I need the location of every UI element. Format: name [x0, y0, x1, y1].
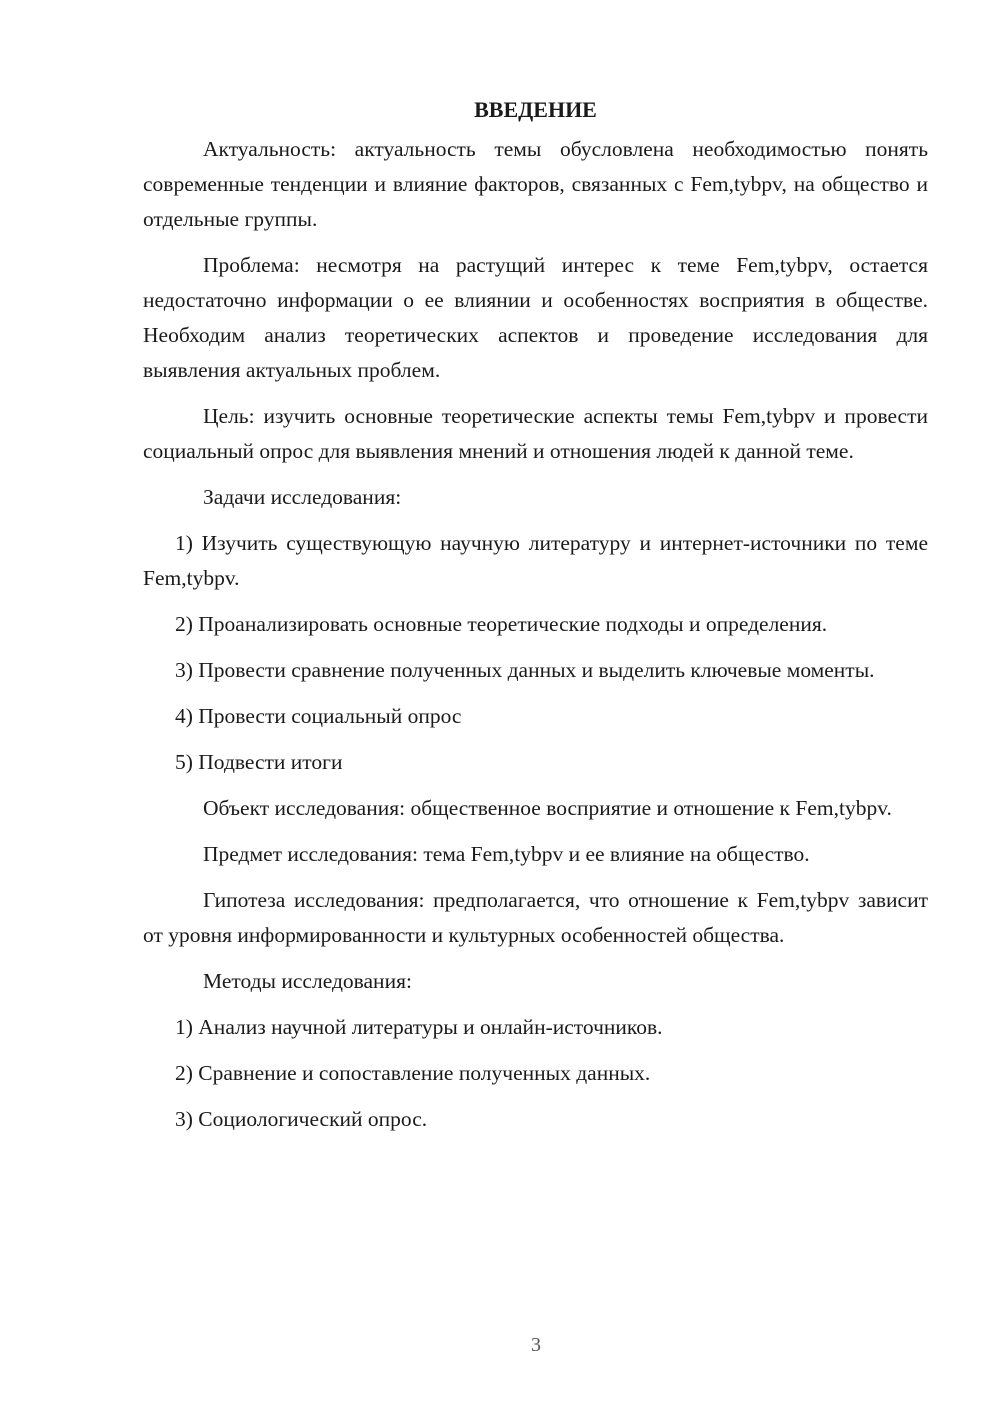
task-item-2: 2) Проанализировать основные теоретические подходы и определения. [175, 612, 828, 636]
subject-paragraph: Предмет исследования: тема Fem,tybpv и ее влияние на общество. [203, 842, 810, 866]
methods-heading: Методы исследования: [203, 969, 412, 993]
object-paragraph: Объект исследования: общественное восприятие и отношение к Fem,tybpv. [203, 796, 892, 820]
method-item-2: 2) Сравнение и сопоставление полученных данных. [175, 1061, 651, 1085]
document-page [143, 92, 928, 1148]
task-item-3: 3) Провести сравнение полученных данных и выделить ключевые моменты. [175, 658, 875, 682]
page-title: ВВЕДЕНИЕ [474, 97, 597, 122]
method-item-3: 3) Социологический опрос. [175, 1107, 428, 1131]
tasks-heading: Задачи исследования: [203, 485, 402, 509]
task-item-5: 5) Подвести итоги [175, 750, 343, 774]
hypothesis-paragraph: Гипотеза исследования: предполагается, что отношение к Fem,tybpv зависит от уровня информированности и культурных особенностей общества. [143, 888, 928, 947]
goal-paragraph: Цель: изучить основные теоретические аспекты темы Fem,tybpv и провести социальный опрос для выявления мнений и отношения людей к данной теме. [143, 404, 928, 463]
relevance-paragraph: Актуальность: актуальность темы обусловлена необходимостью понять современные тенденции и влияние факторов, связанных с Fem,tybpv, на общество и отдельные группы. [143, 137, 928, 231]
method-item-1: 1) Анализ научной литературы и онлайн-источников. [175, 1015, 663, 1039]
page-number: 3 [531, 1334, 541, 1356]
task-item-4: 4) Провести социальный опрос [175, 704, 462, 728]
task-item-1: 1) Изучить существующую научную литературу и интернет-источники по теме Fem,tybpv. [143, 531, 928, 590]
problem-paragraph: Проблема: несмотря на растущий интерес к теме Fem,tybpv, остается недостаточно информации о ее влиянии и особенностях восприятия в обществе. Необходим анализ теоретических аспектов и проведение исследования для выявления актуальных проблем. [143, 253, 928, 382]
